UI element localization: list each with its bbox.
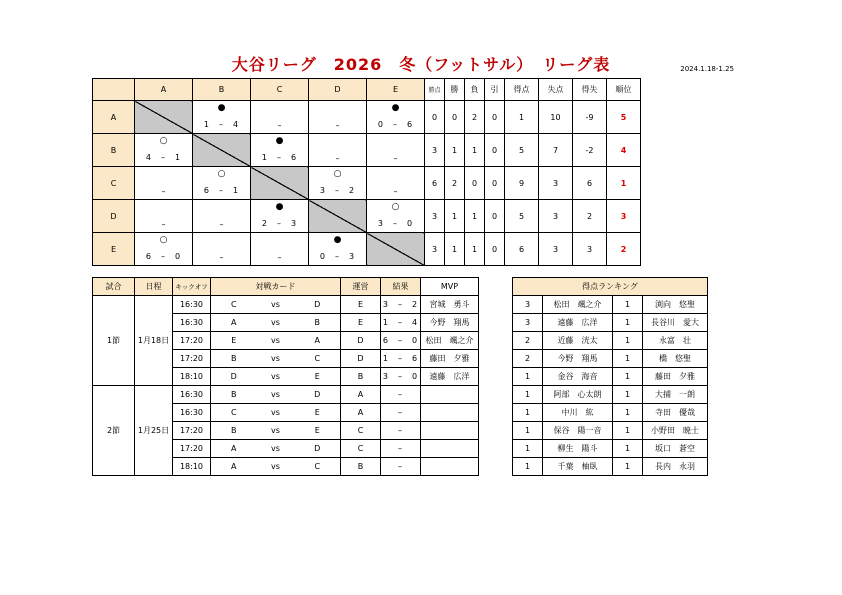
- mvp-name: 宮城 勇斗: [421, 296, 479, 314]
- result-mark-icon: ●: [391, 103, 400, 113]
- page-title: 大谷リーグ 2026 冬（フットサル） リーグ表: [231, 55, 611, 74]
- scoring-ranking-table: [512, 277, 708, 476]
- match-result-cell: [135, 233, 193, 266]
- date-range: 2024.1.18-1.25: [680, 65, 734, 73]
- match-result-cell: [309, 134, 367, 167]
- team-row-label: B: [93, 134, 135, 167]
- scorer-name: 千葉 柚臥: [543, 458, 613, 476]
- stat-header: 勝: [445, 79, 465, 101]
- league-row: [93, 233, 641, 266]
- scorer-name: 柳生 陽斗: [543, 440, 613, 458]
- stat-value: 1: [465, 134, 485, 167]
- stat-header: 負: [465, 79, 485, 101]
- ranking-row: [513, 404, 708, 422]
- goal-count: 2: [513, 350, 543, 368]
- stat-value: 6: [573, 167, 607, 200]
- stat-value: 7: [539, 134, 573, 167]
- ranking-row: [513, 350, 708, 368]
- vs-label: vs: [257, 404, 295, 422]
- scorer-name: 長内 永羽: [643, 458, 708, 476]
- vs-label: vs: [257, 368, 295, 386]
- unplayed-dash: –: [161, 187, 166, 196]
- kickoff-time: 17:20: [173, 440, 211, 458]
- stat-value: 0: [445, 101, 465, 134]
- mvp-name: [421, 458, 479, 476]
- kickoff-time: 18:10: [173, 458, 211, 476]
- match-score: 1 – 4: [203, 120, 240, 129]
- schedule-header: 結果: [381, 278, 421, 296]
- stat-value: 2: [573, 200, 607, 233]
- match-result-cell: [251, 233, 309, 266]
- operator-team: E: [341, 314, 381, 332]
- vs-label: vs: [257, 422, 295, 440]
- mvp-name: 松田 颯之介: [421, 332, 479, 350]
- stat-value: 1: [445, 200, 465, 233]
- match-result-cell: [367, 101, 425, 134]
- match-result-cell: [251, 134, 309, 167]
- scorer-name: 保谷 陽一音: [543, 422, 613, 440]
- result-mark-icon: ○: [333, 169, 342, 179]
- goal-count: 1: [613, 422, 643, 440]
- stat-value: 5: [505, 134, 539, 167]
- mvp-name: [421, 386, 479, 404]
- team-column-header: D: [309, 79, 367, 101]
- stat-value: 3: [425, 134, 445, 167]
- result-mark-icon: ○: [391, 202, 400, 212]
- unplayed-dash: –: [393, 187, 398, 196]
- ranking-header: 得点ランキング: [513, 278, 708, 296]
- match-result-cell: [135, 200, 193, 233]
- match-result-cell: [367, 167, 425, 200]
- scorer-name: 大捕 一朗: [643, 386, 708, 404]
- stat-value: 4: [607, 134, 641, 167]
- stat-value: 5: [607, 101, 641, 134]
- match-score: 4 – 1: [145, 153, 182, 162]
- vs-label: vs: [257, 314, 295, 332]
- match-score: 2 – 3: [261, 219, 298, 228]
- goal-count: 1: [513, 422, 543, 440]
- diagonal-cell: [251, 167, 309, 200]
- home-team: A: [211, 314, 257, 332]
- mvp-name: 遠藤 広洋: [421, 368, 479, 386]
- kickoff-time: 17:20: [173, 350, 211, 368]
- team-column-header: C: [251, 79, 309, 101]
- stat-value: 2: [465, 101, 485, 134]
- match-result-cell: [193, 233, 251, 266]
- goal-count: 3: [513, 314, 543, 332]
- scorer-name: 今野 翔馬: [543, 350, 613, 368]
- home-team: B: [211, 386, 257, 404]
- result-mark-icon: ○: [217, 169, 226, 179]
- stat-value: 1: [445, 134, 465, 167]
- operator-team: A: [341, 404, 381, 422]
- stat-value: 10: [539, 101, 573, 134]
- operator-team: A: [341, 386, 381, 404]
- result-mark-icon: ●: [275, 136, 284, 146]
- diagonal-cell: [135, 101, 193, 134]
- kickoff-time: 16:30: [173, 296, 211, 314]
- match-result: –: [381, 386, 421, 404]
- stat-value: 0: [485, 101, 505, 134]
- stat-value: 3: [425, 200, 445, 233]
- goal-count: 3: [513, 296, 543, 314]
- stat-value: 3: [425, 233, 445, 266]
- goal-count: 1: [613, 296, 643, 314]
- stat-value: 0: [485, 134, 505, 167]
- unplayed-dash: –: [277, 121, 282, 130]
- stat-value: 0: [485, 200, 505, 233]
- match-result-cell: [251, 200, 309, 233]
- away-team: E: [295, 422, 341, 440]
- stat-value: 1: [465, 233, 485, 266]
- match-result: 3 – 2: [381, 296, 421, 314]
- match-result: 3 – 0: [381, 368, 421, 386]
- stat-header: 得失: [573, 79, 607, 101]
- schedule-header: キックオフ: [173, 278, 211, 296]
- scorer-name: 金谷 海音: [543, 368, 613, 386]
- match-result: 1 – 4: [381, 314, 421, 332]
- stat-value: 6: [425, 167, 445, 200]
- match-result: –: [381, 422, 421, 440]
- round-label: 2節: [93, 386, 135, 476]
- scorer-name: 寺田 優哉: [643, 404, 708, 422]
- vs-label: vs: [257, 296, 295, 314]
- stat-value: 2: [445, 167, 465, 200]
- goal-count: 1: [613, 458, 643, 476]
- match-result-cell: [193, 200, 251, 233]
- schedule-header: 運営: [341, 278, 381, 296]
- mvp-name: [421, 422, 479, 440]
- stat-value: -9: [573, 101, 607, 134]
- match-result-cell: [193, 167, 251, 200]
- stat-value: 0: [485, 233, 505, 266]
- scorer-name: 遠藤 広洋: [543, 314, 613, 332]
- round-date: 1月25日: [135, 386, 173, 476]
- match-result-cell: [367, 200, 425, 233]
- ranking-row: [513, 440, 708, 458]
- kickoff-time: 17:20: [173, 332, 211, 350]
- mvp-name: [421, 404, 479, 422]
- kickoff-time: 16:30: [173, 314, 211, 332]
- away-team: E: [295, 368, 341, 386]
- stat-value: 6: [505, 233, 539, 266]
- result-mark-icon: ●: [217, 103, 226, 113]
- scorer-name: 永富 壮: [643, 332, 708, 350]
- scorer-name: 坂口 蒼空: [643, 440, 708, 458]
- kickoff-time: 17:20: [173, 422, 211, 440]
- away-team: D: [295, 440, 341, 458]
- operator-team: B: [341, 458, 381, 476]
- ranking-row: [513, 422, 708, 440]
- home-team: E: [211, 332, 257, 350]
- team-row-label: C: [93, 167, 135, 200]
- vs-label: vs: [257, 332, 295, 350]
- schedule-header: 日程: [135, 278, 173, 296]
- stat-value: -2: [573, 134, 607, 167]
- match-score: 0 – 3: [319, 252, 356, 261]
- schedule-header: 試合: [93, 278, 135, 296]
- scorer-name: 中川 紘: [543, 404, 613, 422]
- vs-label: vs: [257, 350, 295, 368]
- match-result: 1 – 6: [381, 350, 421, 368]
- goal-count: 1: [513, 404, 543, 422]
- round-label: 1節: [93, 296, 135, 386]
- schedule-row: [93, 296, 479, 314]
- stat-value: 1: [607, 167, 641, 200]
- corner-cell: [93, 79, 135, 101]
- team-column-header: E: [367, 79, 425, 101]
- home-team: B: [211, 350, 257, 368]
- team-column-header: B: [193, 79, 251, 101]
- match-score: 1 – 6: [261, 153, 298, 162]
- unplayed-dash: –: [219, 220, 224, 229]
- ranking-row: [513, 332, 708, 350]
- match-score: 6 – 1: [203, 186, 240, 195]
- home-team: A: [211, 458, 257, 476]
- goal-count: 2: [513, 332, 543, 350]
- match-result-cell: [193, 101, 251, 134]
- home-team: B: [211, 422, 257, 440]
- kickoff-time: 18:10: [173, 368, 211, 386]
- home-team: C: [211, 404, 257, 422]
- team-row-label: E: [93, 233, 135, 266]
- result-mark-icon: ○: [159, 235, 168, 245]
- stat-value: 0: [425, 101, 445, 134]
- stat-value: 2: [607, 233, 641, 266]
- match-result-cell: [251, 101, 309, 134]
- goal-count: 1: [613, 368, 643, 386]
- goal-count: 1: [513, 458, 543, 476]
- goal-count: 1: [613, 440, 643, 458]
- scorer-name: 橋 悠聖: [643, 350, 708, 368]
- league-table: [92, 78, 641, 266]
- league-row: [93, 200, 641, 233]
- schedule-header: MVP: [421, 278, 479, 296]
- kickoff-time: 16:30: [173, 386, 211, 404]
- goal-count: 1: [513, 386, 543, 404]
- stat-value: 3: [573, 233, 607, 266]
- stat-value: 0: [465, 167, 485, 200]
- diagonal-cell: [367, 233, 425, 266]
- scorer-name: 松田 颯之介: [543, 296, 613, 314]
- team-row-label: D: [93, 200, 135, 233]
- goal-count: 1: [513, 440, 543, 458]
- scorer-name: 近藤 洸太: [543, 332, 613, 350]
- unplayed-dash: –: [219, 253, 224, 262]
- match-result-cell: [135, 167, 193, 200]
- unplayed-dash: –: [335, 121, 340, 130]
- stat-value: 9: [505, 167, 539, 200]
- league-row: [93, 134, 641, 167]
- mvp-name: 今野 翔馬: [421, 314, 479, 332]
- unplayed-dash: –: [393, 154, 398, 163]
- match-result: –: [381, 440, 421, 458]
- team-column-header: A: [135, 79, 193, 101]
- schedule-row: [93, 386, 479, 404]
- stat-value: 1: [445, 233, 465, 266]
- stat-header: 失点: [539, 79, 573, 101]
- stat-header: 引: [485, 79, 505, 101]
- mvp-name: 藤田 夕雅: [421, 350, 479, 368]
- unplayed-dash: –: [161, 220, 166, 229]
- operator-team: C: [341, 440, 381, 458]
- scorer-name: 藤田 夕雅: [643, 368, 708, 386]
- home-team: A: [211, 440, 257, 458]
- result-mark-icon: ●: [333, 235, 342, 245]
- operator-team: C: [341, 422, 381, 440]
- operator-team: D: [341, 350, 381, 368]
- stat-value: 3: [539, 200, 573, 233]
- ranking-row: [513, 296, 708, 314]
- away-team: C: [295, 458, 341, 476]
- stat-header: 勝点: [425, 79, 445, 101]
- away-team: D: [295, 386, 341, 404]
- stat-value: 3: [539, 167, 573, 200]
- diagonal-cell: [193, 134, 251, 167]
- goal-count: 1: [613, 332, 643, 350]
- result-mark-icon: ○: [159, 136, 168, 146]
- schedule-header: 対戦カード: [211, 278, 341, 296]
- stat-value: 0: [485, 167, 505, 200]
- match-result-cell: [309, 101, 367, 134]
- stat-header: 得点: [505, 79, 539, 101]
- match-score: 0 – 6: [377, 120, 414, 129]
- home-team: C: [211, 296, 257, 314]
- vs-label: vs: [257, 440, 295, 458]
- diagonal-cell: [309, 200, 367, 233]
- stat-value: 3: [607, 200, 641, 233]
- team-row-label: A: [93, 101, 135, 134]
- stat-value: 5: [505, 200, 539, 233]
- operator-team: B: [341, 368, 381, 386]
- match-result-cell: [135, 134, 193, 167]
- ranking-row: [513, 458, 708, 476]
- away-team: E: [295, 404, 341, 422]
- stat-value: 1: [505, 101, 539, 134]
- match-result: 6 – 0: [381, 332, 421, 350]
- league-row: [93, 101, 641, 134]
- goal-count: 1: [613, 350, 643, 368]
- match-result-cell: [309, 233, 367, 266]
- match-result: –: [381, 404, 421, 422]
- scorer-name: 阿部 心太朗: [543, 386, 613, 404]
- match-score: 3 – 0: [377, 219, 414, 228]
- stat-value: 3: [539, 233, 573, 266]
- ranking-row: [513, 314, 708, 332]
- league-row: [93, 167, 641, 200]
- schedule-table: [92, 277, 479, 476]
- match-result-cell: [309, 167, 367, 200]
- vs-label: vs: [257, 458, 295, 476]
- home-team: D: [211, 368, 257, 386]
- operator-team: E: [341, 296, 381, 314]
- match-score: 6 – 0: [145, 252, 182, 261]
- vs-label: vs: [257, 386, 295, 404]
- match-result-cell: [367, 134, 425, 167]
- result-mark-icon: ●: [275, 202, 284, 212]
- goal-count: 1: [613, 404, 643, 422]
- scorer-name: 渕向 悠聖: [643, 296, 708, 314]
- goal-count: 1: [613, 314, 643, 332]
- ranking-row: [513, 368, 708, 386]
- mvp-name: [421, 440, 479, 458]
- match-score: 3 – 2: [319, 186, 356, 195]
- stat-header: 順位: [607, 79, 641, 101]
- scorer-name: 小野田 暁士: [643, 422, 708, 440]
- away-team: C: [295, 350, 341, 368]
- match-result: –: [381, 458, 421, 476]
- scorer-name: 長谷川 愛大: [643, 314, 708, 332]
- away-team: D: [295, 296, 341, 314]
- away-team: A: [295, 332, 341, 350]
- goal-count: 1: [613, 386, 643, 404]
- away-team: B: [295, 314, 341, 332]
- goal-count: 1: [513, 368, 543, 386]
- unplayed-dash: –: [277, 253, 282, 262]
- unplayed-dash: –: [335, 154, 340, 163]
- kickoff-time: 16:30: [173, 404, 211, 422]
- stat-value: 1: [465, 200, 485, 233]
- round-date: 1月18日: [135, 296, 173, 386]
- operator-team: D: [341, 332, 381, 350]
- ranking-row: [513, 386, 708, 404]
